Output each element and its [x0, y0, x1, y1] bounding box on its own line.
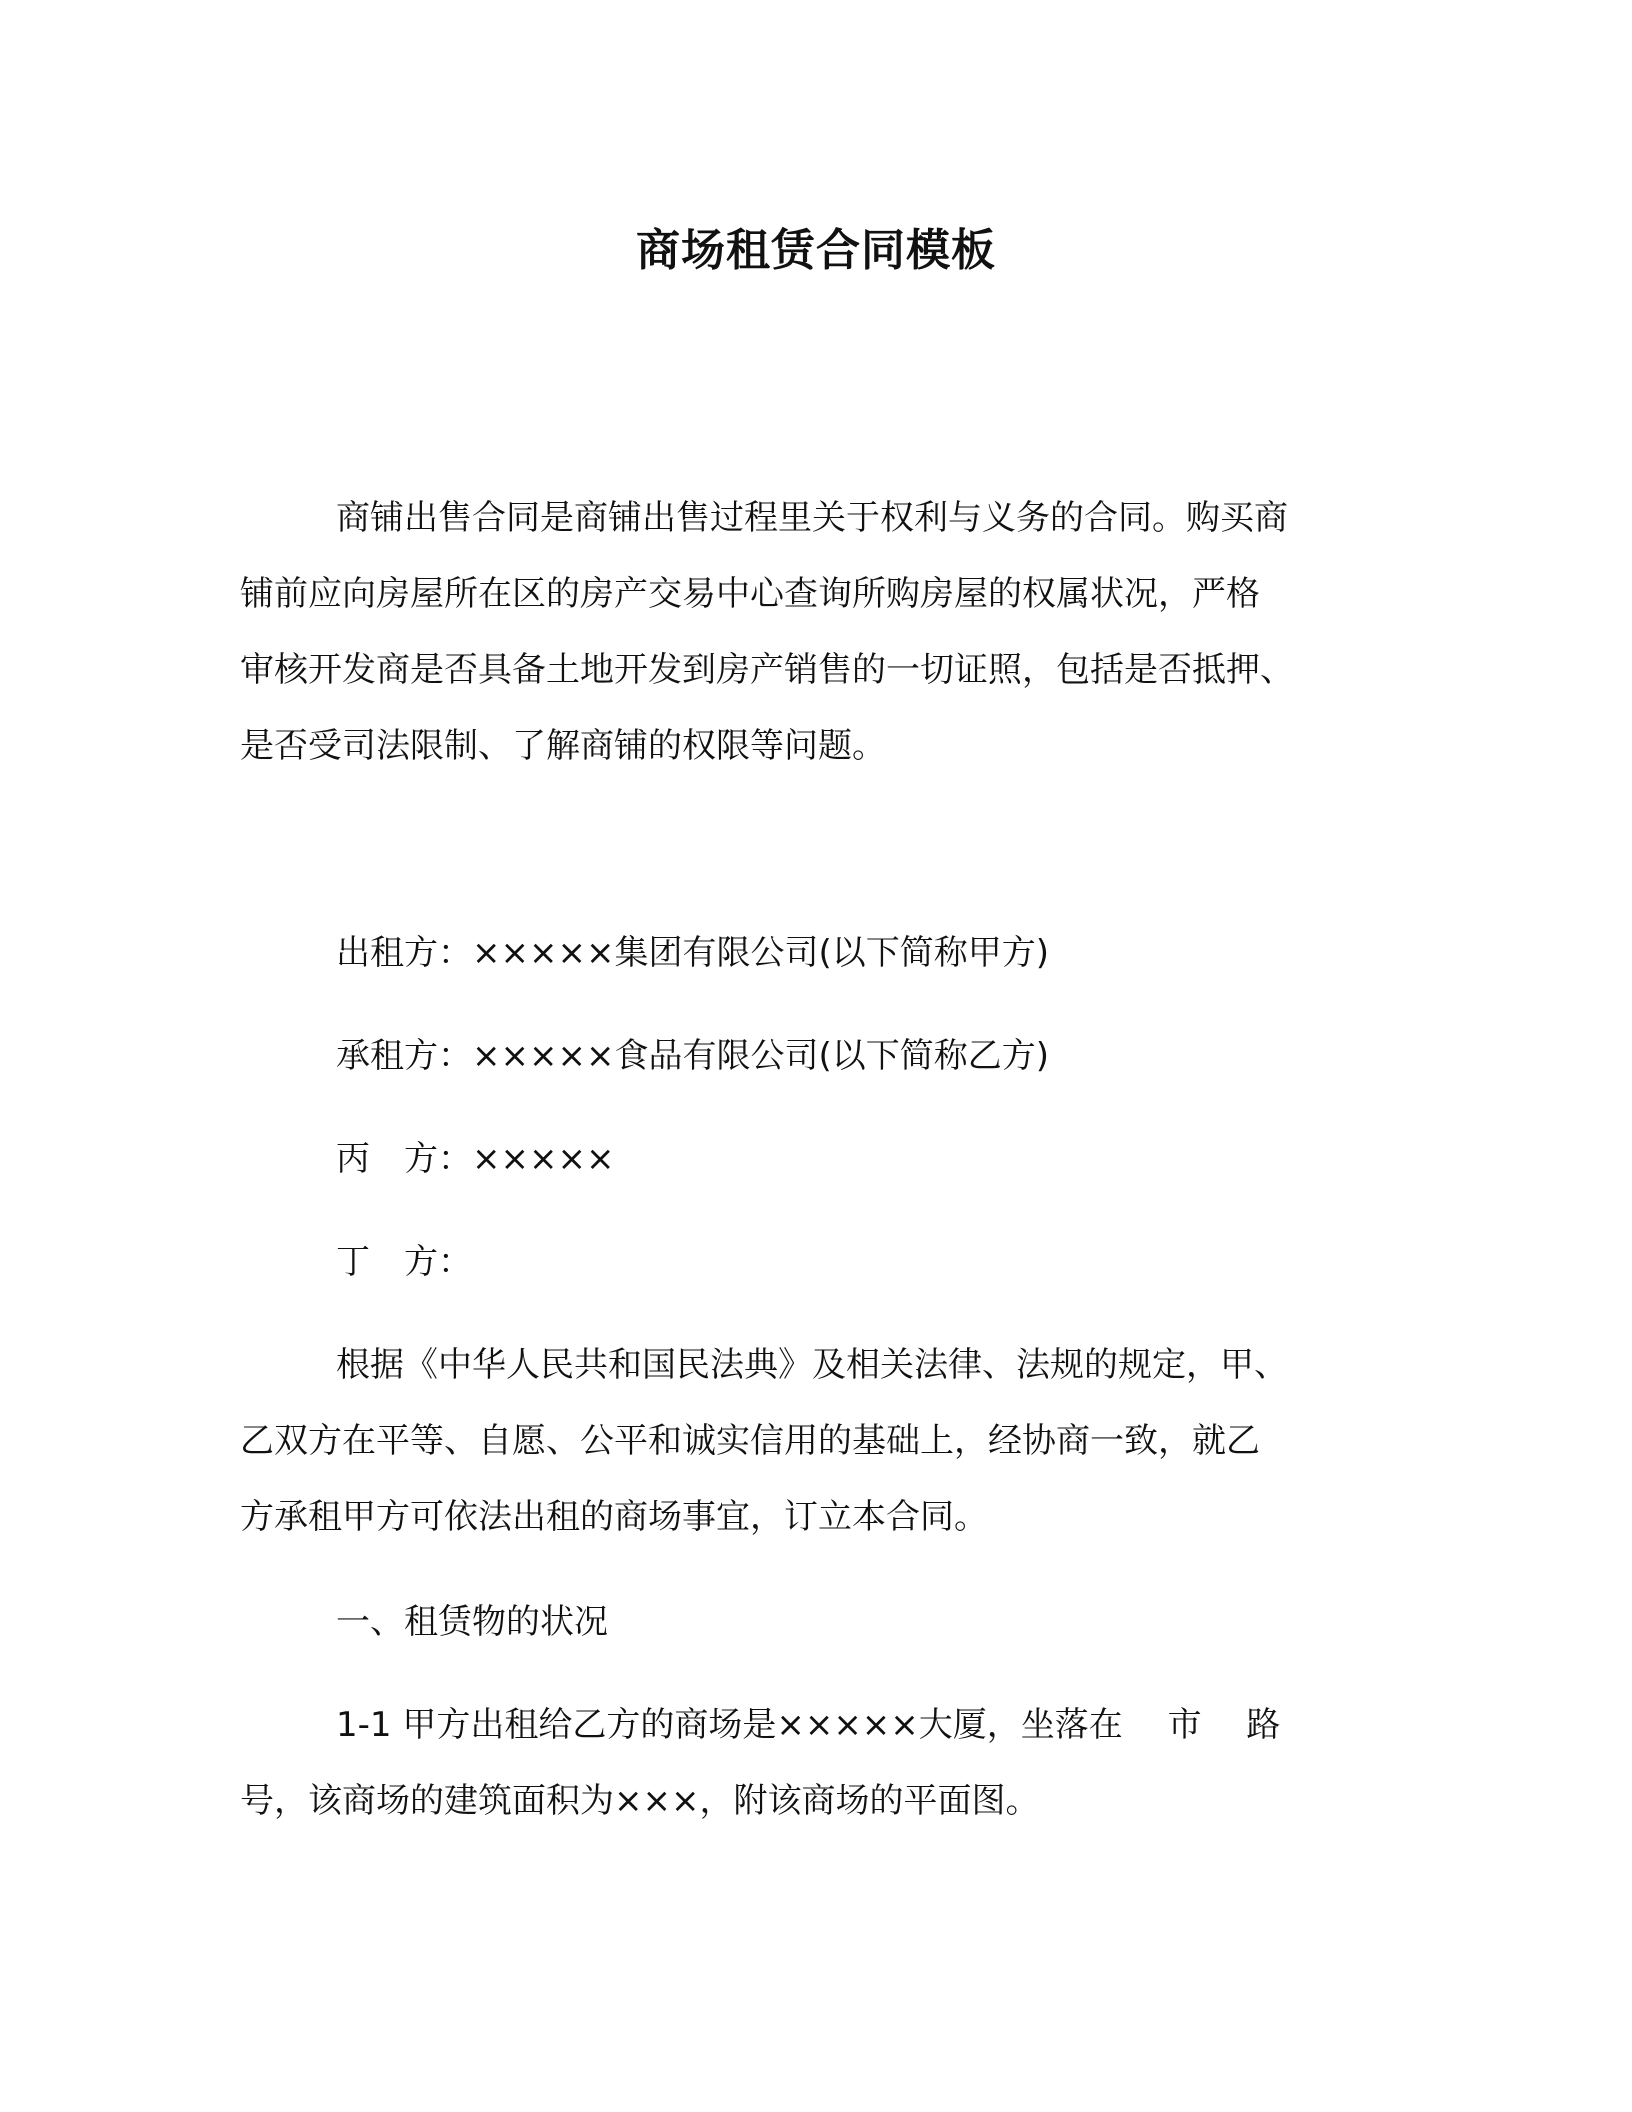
- lessor-text: 出租方：×××××集团有限公司(以下简称甲方): [336, 933, 1049, 973]
- section-heading-text: 一、租赁物的状况: [336, 1602, 608, 1642]
- intro-line: 商铺出售合同是商铺出售过程里关于权利与义务的合同。购买商: [336, 498, 1288, 538]
- intro-line: 审核开发商是否具备土地开发到房产销售的一切证照，包括是否抵押、: [240, 650, 1294, 690]
- clause-line: 号，该商场的建筑面积为×××，附该商场的平面图。: [240, 1781, 1040, 1821]
- preamble-paragraph: [240, 1327, 1390, 1555]
- document-title: 商场租赁合同模板: [636, 225, 996, 276]
- party-d-text: 丁 方：: [336, 1242, 472, 1282]
- lessee-line: [240, 1018, 1390, 1094]
- clause-line: 1-1 甲方出租给乙方的商场是×××××大厦，坐落在 市 路: [336, 1705, 1281, 1745]
- intro-line: 铺前应向房屋所在区的房产交易中心查询所购房屋的权属状况，严格: [240, 574, 1260, 614]
- intro-paragraph: [240, 480, 1390, 784]
- section-1-heading: [240, 1584, 1390, 1660]
- party-c-text: 丙 方：×××××: [336, 1139, 615, 1179]
- lessor-line: [240, 915, 1390, 991]
- party-c-line: [240, 1121, 1390, 1197]
- clause-1-1: [240, 1687, 1390, 1839]
- lessee-text: 承租方：×××××食品有限公司(以下简称乙方): [336, 1036, 1049, 1076]
- preamble-line: 根据《中华人民共和国民法典》及相关法律、法规的规定，甲、: [336, 1345, 1288, 1385]
- intro-line: 是否受司法限制、了解商铺的权限等问题。: [240, 726, 886, 766]
- party-d-line: [240, 1224, 1390, 1300]
- preamble-line: 方承租甲方可依法出租的商场事宜，订立本合同。: [240, 1497, 988, 1537]
- preamble-line: 乙双方在平等、自愿、公平和诚实信用的基础上，经协商一致，就乙: [240, 1421, 1260, 1461]
